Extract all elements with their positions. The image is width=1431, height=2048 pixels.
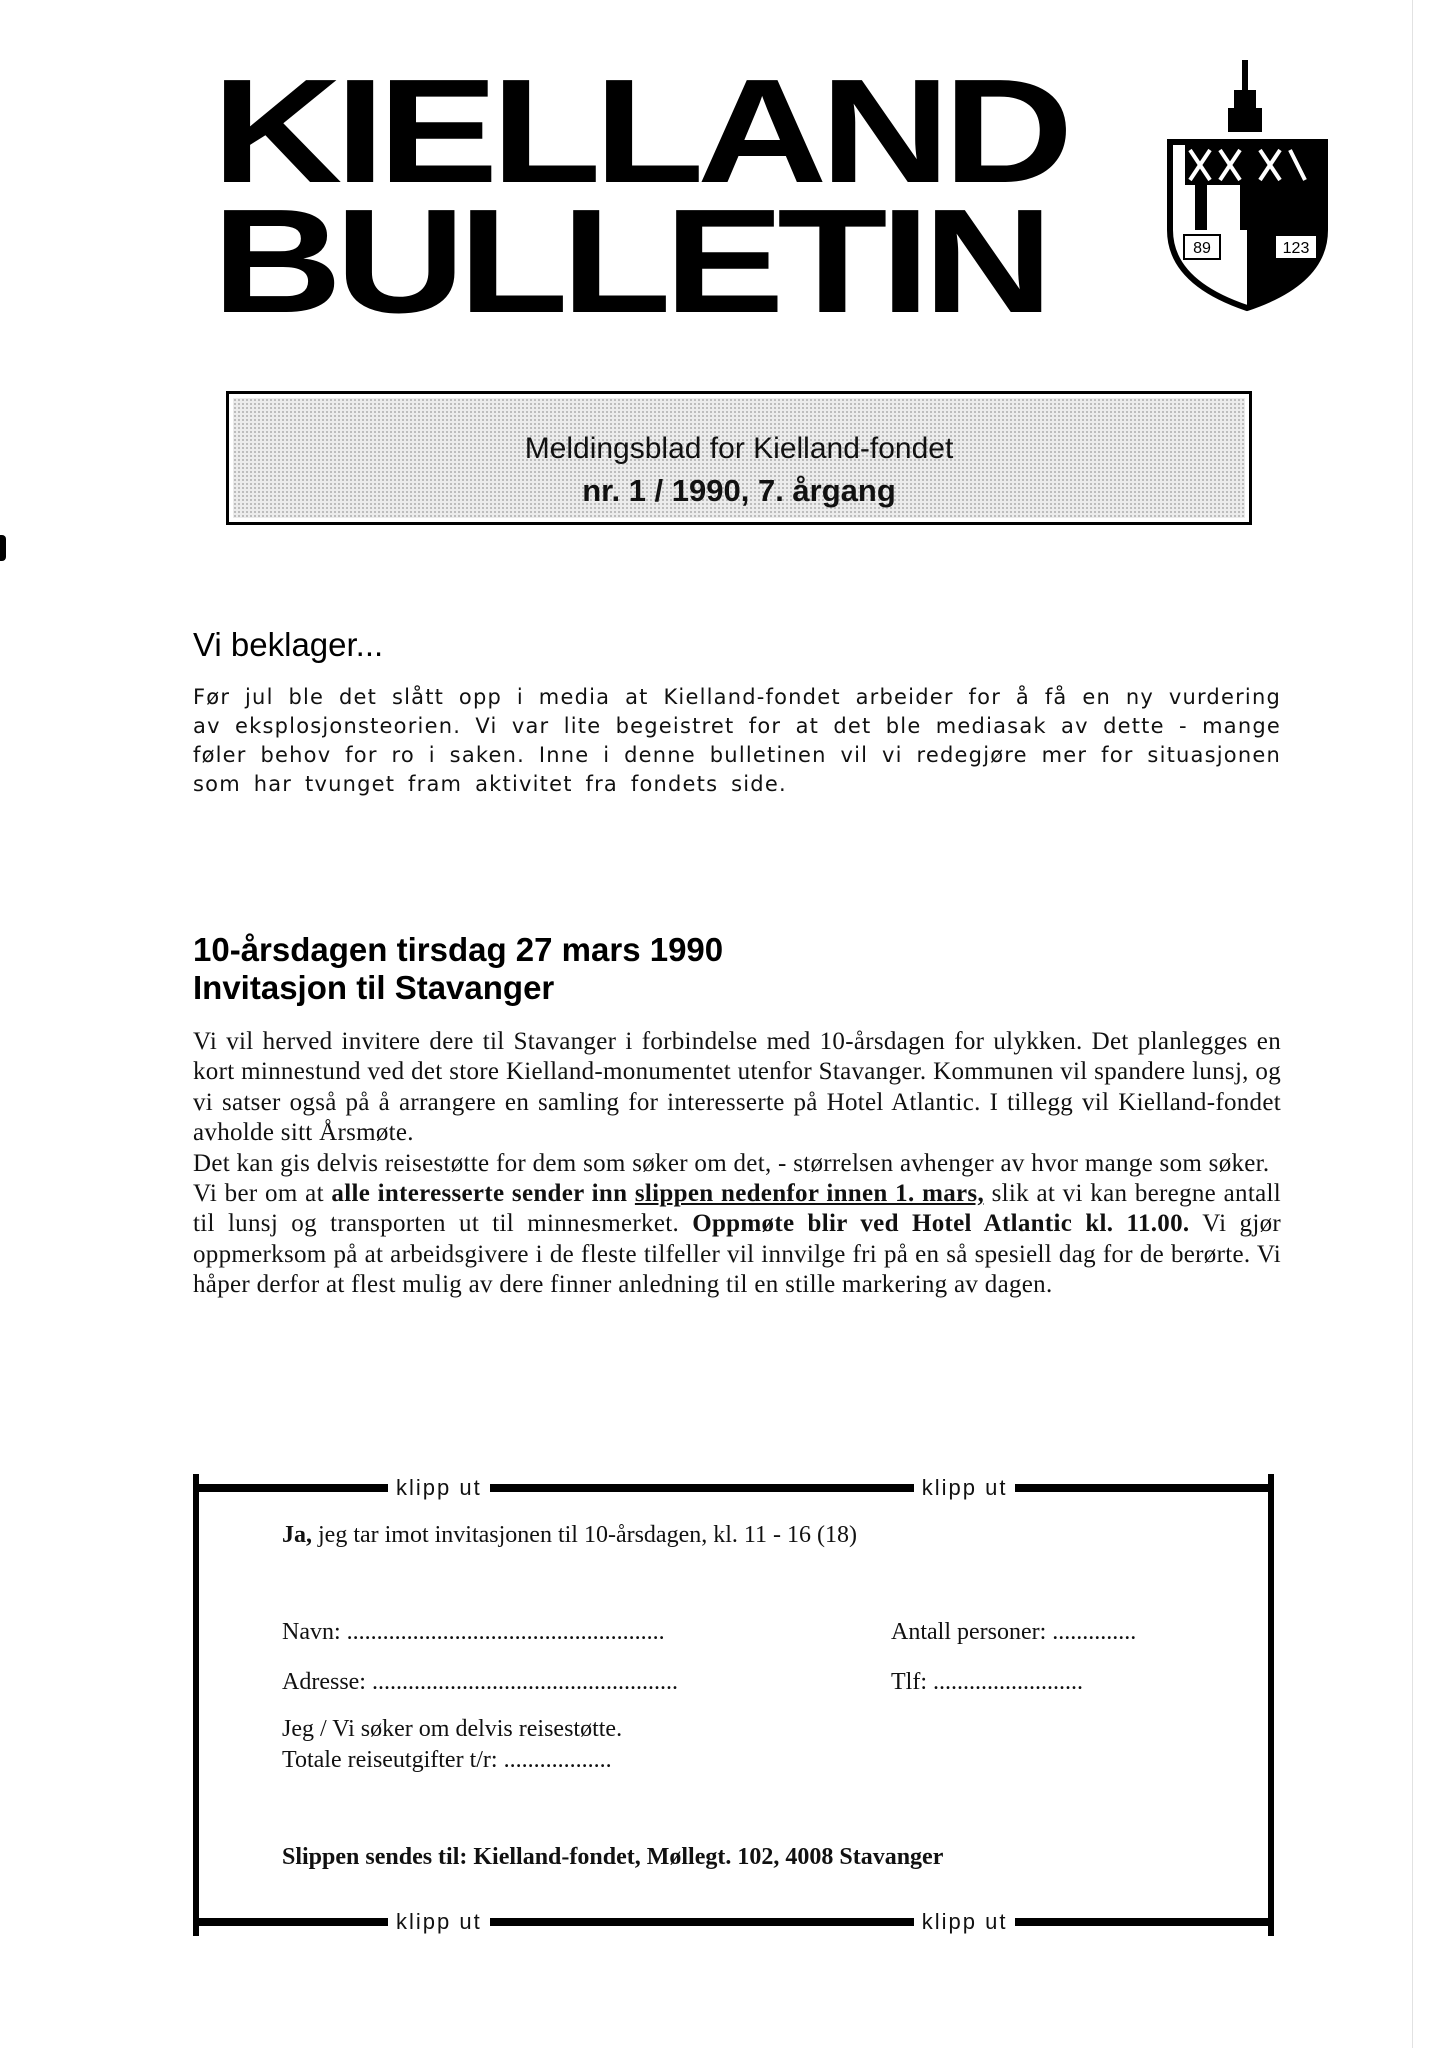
section-heading-anniversary	[193, 931, 723, 1007]
cut-bar	[193, 1484, 388, 1492]
masthead-line-2: BULLETIN	[212, 179, 1047, 344]
kielland-platform-shield-logo	[1150, 50, 1345, 312]
coupon-address-field: Adresse: ...................................................	[282, 1669, 678, 1695]
section-heading-apology: Vi beklager...	[193, 626, 384, 663]
invitation-deadline: slippen nedenfor innen 1. mars,	[634, 1180, 984, 1208]
subtitle-box	[226, 391, 1252, 525]
cut-label: klipp ut	[921, 1909, 1008, 1934]
coupon-send-address: Slippen sendes til: Kielland-fondet, Møllegt. 102, 4008 Stavanger	[282, 1844, 944, 1870]
masthead-line-1: KIELLAND	[212, 49, 1067, 214]
coupon-travel-support-line: Jeg / Vi søker om delvis reisestøtte.	[282, 1716, 623, 1742]
coupon-accept-line	[282, 1522, 857, 1549]
invitation-text-c	[193, 1179, 1281, 1301]
subtitle-line-1: Meldingsblad for Kielland-fondet	[524, 432, 954, 465]
invitation-request-text: Vi ber om at	[193, 1180, 324, 1208]
apology-paragraph: Før jul ble det slått opp i media at Kielland-fondet arbeider for å få en ny vurdering av eksplosjonsteorien. Vi var lite begeistret for at det ble mediasak av dette - mange føler behov for ro i saken. Inne i denne bulletinen vil vi redegjøre mer for situasjonen som har tvunget fram aktivitet fra fondets side.	[193, 685, 1281, 796]
invitation-text-b: Det kan gis delvis reisestøtte for dem som søker om det, - størrelsen avhenger av hvor mange som søker.	[193, 1149, 1270, 1177]
coupon-name-field: Navn: .....................................................	[282, 1619, 665, 1645]
logo-number-right: 123	[1282, 240, 1310, 257]
cut-label: klipp ut	[396, 1475, 482, 1500]
coupon-travel-cost-field: Totale reiseutgifter t/r: ..................	[282, 1747, 612, 1773]
cut-label: klipp ut	[396, 1909, 482, 1934]
cut-bar	[1015, 1918, 1274, 1926]
coupon-phone-field: Tlf: .........................	[891, 1669, 1083, 1695]
subtitle-shaded-panel	[233, 398, 1245, 518]
coupon-accept-yes: Ja,	[282, 1522, 312, 1548]
cut-bar	[193, 1918, 388, 1926]
invitation-text-a: Vi vil herved invitere dere til Stavanger i forbindelse med 10-årsdagen for ulykken. Det planlegges en kort minnestund ved det store Kielland-monumentet utenfor Stavanger. Kommunen vil spandere lunsj, og vi satser også på å arrangere en samling for interesserte på Hotel Atlantic. I tillegg vil Kielland-fondet avholde sitt Årsmøte.	[193, 1028, 1281, 1147]
logo-number-left: 89	[1193, 240, 1211, 257]
scan-edge-mark	[0, 535, 6, 561]
coupon-accept-text: jeg tar imot invitasjonen til 10-årsdagen, kl. 11 - 16 (18)	[318, 1522, 857, 1548]
invitation-purpose: slik at vi kan beregne antall til lunsj og transporten ut til minnesmerket.	[193, 1180, 1281, 1238]
invitation-meeting-point: Oppmøte blir ved Hotel Atlantic kl. 11.00.	[692, 1210, 1190, 1238]
subtitle-line-2: nr. 1 / 1990, 7. årgang	[582, 473, 896, 508]
cut-bar	[1015, 1484, 1274, 1492]
invitation-request-bold: alle interesserte sender inn	[331, 1180, 628, 1208]
anniversary-heading-line-1: 10-årsdagen tirsdag 27 mars 1990	[193, 931, 724, 968]
anniversary-heading-line-2: Invitasjon til Stavanger	[193, 969, 555, 1006]
cut-label: klipp ut	[921, 1475, 1008, 1500]
cut-line-bottom	[193, 1908, 1274, 1936]
cut-bar	[490, 1918, 914, 1926]
scan-edge-line	[1412, 0, 1413, 2048]
coupon-persons-field: Antall personer: ..............	[891, 1619, 1137, 1645]
cut-bar	[490, 1484, 914, 1492]
invitation-closing: Vi gjør oppmerksom på at arbeidsgivere i de fleste tilfeller vil innvilge fri på en så spesiell dag for de berørte. Vi håper derfor at flest mulig av dere finner anledning til en stille markering av dagen.	[193, 1210, 1281, 1299]
invitation-paragraph	[193, 1027, 1281, 1301]
cut-line-top	[193, 1474, 1274, 1502]
